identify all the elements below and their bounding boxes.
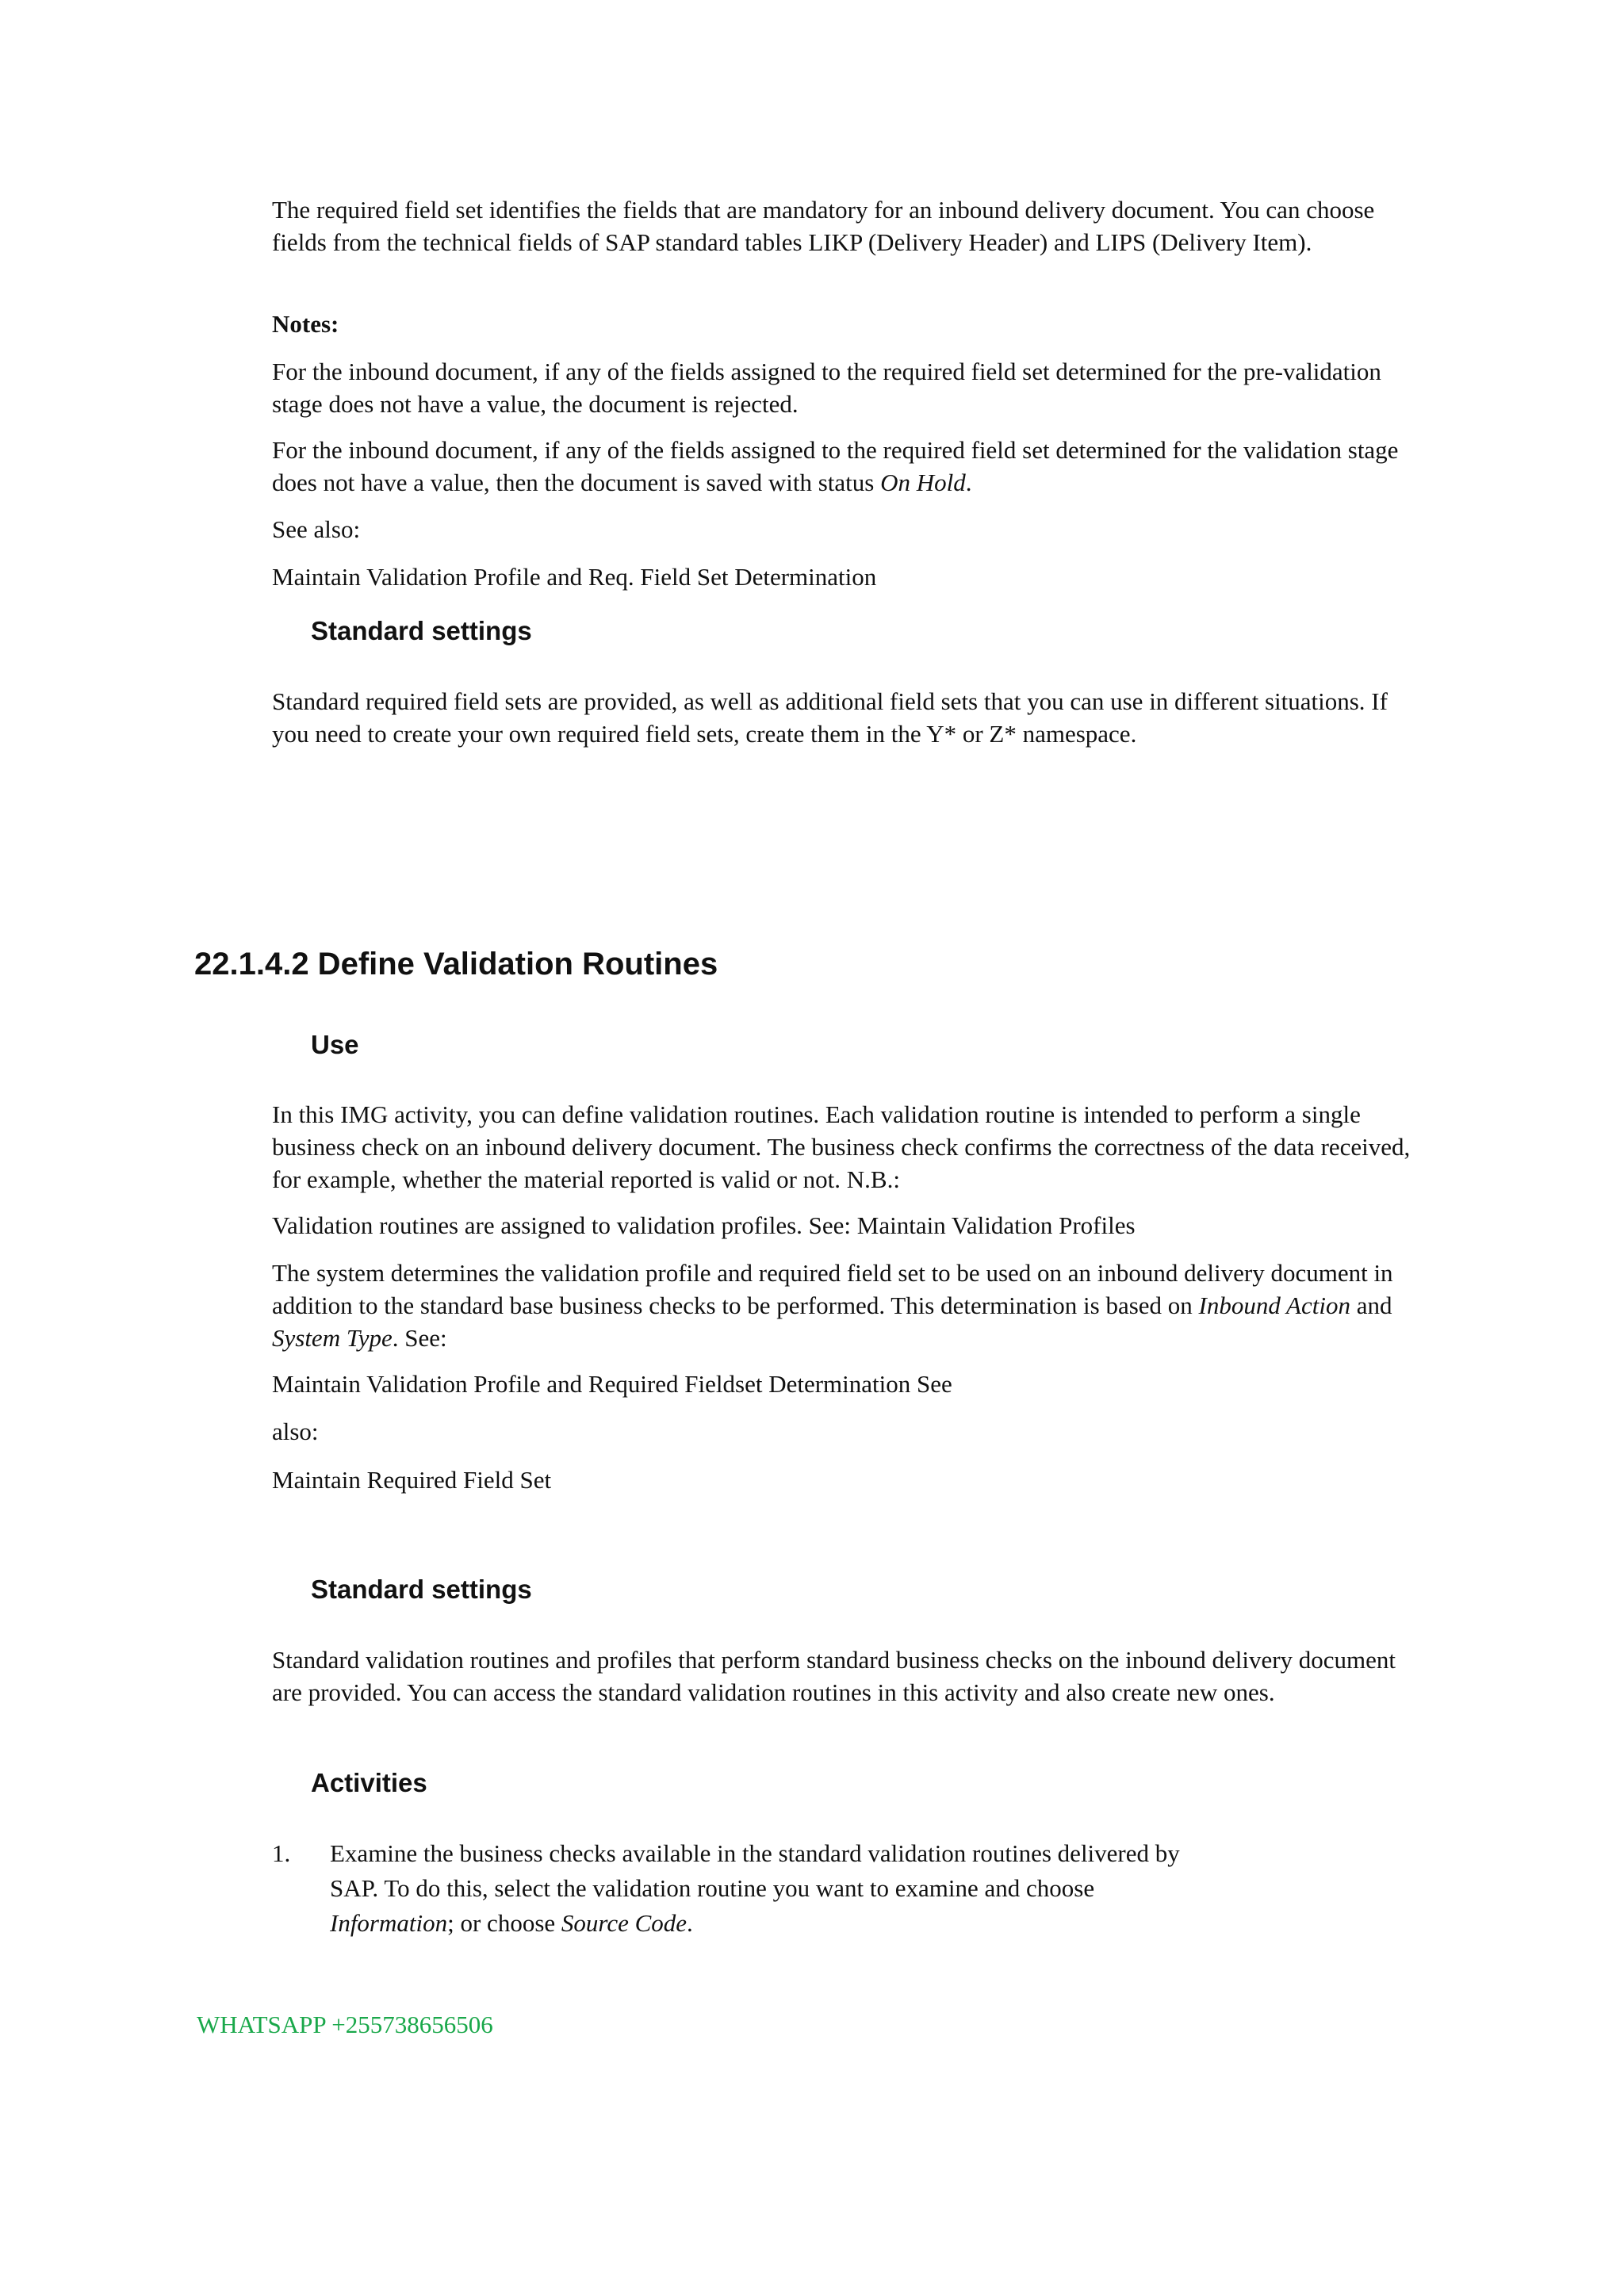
- activities-heading: Activities: [311, 1768, 427, 1797]
- routines-assigned-text: Validation routines are assigned to validation profiles. See: Maintain Validation Profiles: [272, 1211, 1136, 1239]
- use-text: In this IMG activity, you can define validation routines. Each validation routine is intended to perform a single business check on an inbound delivery document. The business check confirms the correctness of the data received, for example, whether the material reported is valid or not. N.B.:: [272, 1100, 1411, 1193]
- standard-settings-heading-2: Standard settings: [311, 1575, 532, 1604]
- notes-label: Notes:: [272, 310, 339, 338]
- source-code-term: Source Code: [561, 1909, 688, 1937]
- required-field-set-intro: The required field set identifies the fields that are mandatory for an inbound delivery document. You can choose fields from the technical fields of SAP standard tables LIKP (Delivery Header) and LIPS (Delivery Item).: [272, 196, 1375, 256]
- system-type-term: System Type: [272, 1324, 393, 1352]
- step-number: 1.: [272, 1839, 291, 1867]
- note-pre-validation: For the inbound document, if any of the fields assigned to the required field set determined for the pre-validation stage does not have a value, the document is rejected.: [272, 358, 1381, 418]
- step-1-text: Examine the business checks available in the standard validation routines delivered by SAP. To do this, select the validation routine you want to examine and choose Information; or choose Source Code.: [330, 1839, 1180, 1937]
- standard-settings-heading-1: Standard settings: [311, 616, 532, 645]
- standard-settings-text-2: Standard validation routines and profiles that perform standard business checks on the inbound delivery document are provided. You can access the standard validation routines in this activity and also create new ones.: [272, 1646, 1396, 1706]
- inbound-action-term: Inbound Action: [1198, 1292, 1350, 1319]
- see-also-label: See also:: [272, 515, 361, 543]
- maintain-profile-line: Maintain Validation Profile and Required Fieldset Determination See: [272, 1370, 952, 1398]
- also-label: also:: [272, 1418, 319, 1445]
- see-also-link: Maintain Validation Profile and Req. Field Set Determination: [272, 563, 877, 591]
- information-term: Information: [330, 1909, 448, 1937]
- footer-whatsapp-contact: WHATSAPP +255738656506: [197, 2011, 493, 2038]
- standard-settings-text-1: Standard required field sets are provided, as well as additional field sets that you can use in different situations. If you need to create your own required field sets, create them in the Y* or Z* namespace.: [272, 687, 1388, 748]
- note-validation-on-hold: For the inbound document, if any of the fields assigned to the required field set determined for the validation stage does not have a value, then the document is saved with status On Hold.: [272, 436, 1399, 496]
- section-title: 22.1.4.2 Define Validation Routines: [194, 947, 718, 982]
- use-heading: Use: [311, 1030, 359, 1059]
- on-hold-status: On Hold: [880, 469, 966, 496]
- determination-text: The system determines the validation profile and required field set to be used on an inbound delivery document in addition to the standard base business checks to be performed. This determination is based on Inbound Action and System Type. See:: [272, 1259, 1393, 1352]
- maintain-required-field-set: Maintain Required Field Set: [272, 1466, 552, 1494]
